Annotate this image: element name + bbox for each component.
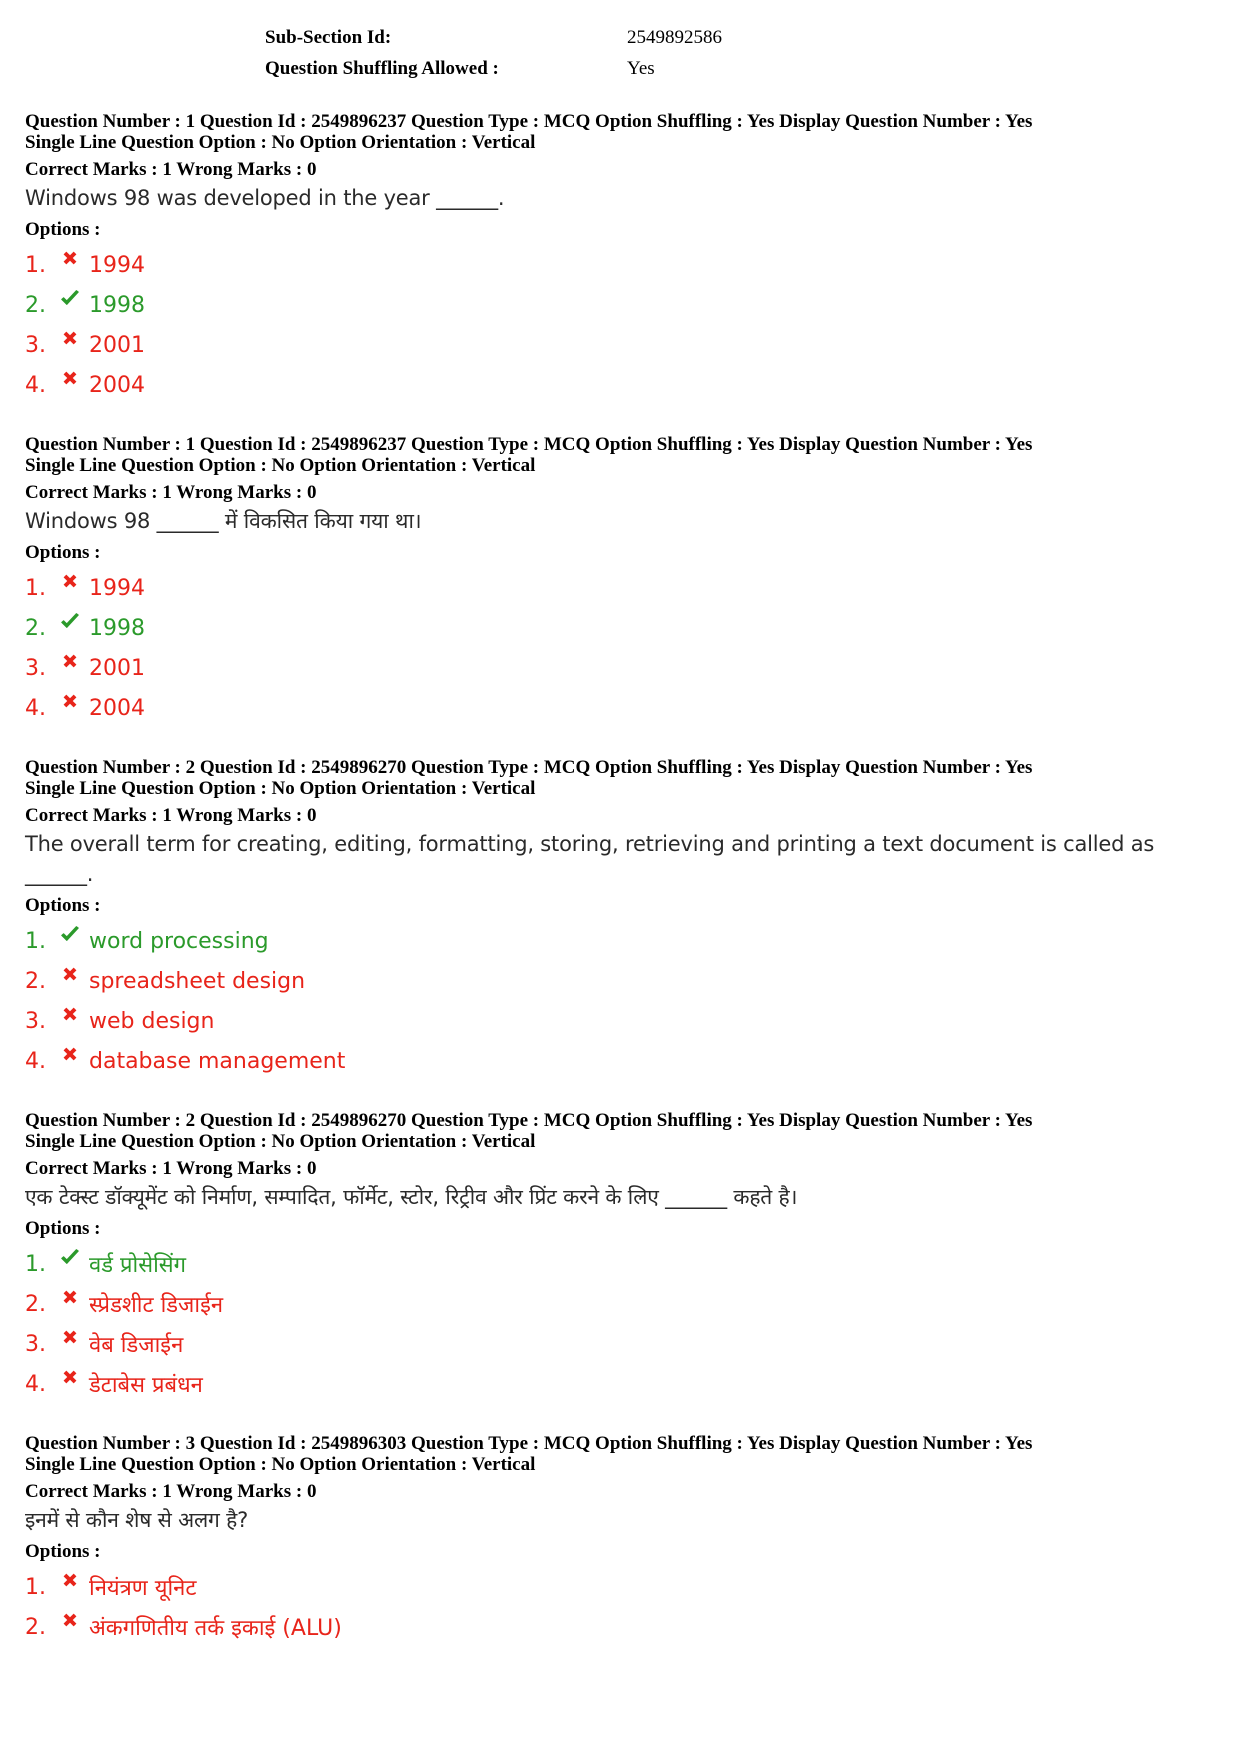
- options-label: Options :: [25, 895, 101, 916]
- option-item: [25, 1284, 1215, 1324]
- option-item: [25, 921, 1215, 961]
- check-icon: [59, 287, 83, 311]
- option-label: 2001: [89, 655, 145, 681]
- option-number: 2.: [25, 1291, 46, 1317]
- wrong-icon: [59, 327, 83, 351]
- question-marks: Correct Marks : 1 Wrong Marks : 0: [25, 1481, 317, 1502]
- wrong-icon: [59, 1003, 83, 1027]
- wrong-icon: [59, 1569, 83, 1593]
- option-number: 3.: [25, 1331, 46, 1357]
- wrong-icon: [59, 963, 83, 987]
- question-meta: [25, 111, 1215, 153]
- question-meta-line-2: Single Line Question Option : No Option Orientation : Vertical: [25, 778, 536, 799]
- option-item: [25, 1244, 1215, 1284]
- option-item: [25, 648, 1215, 688]
- question-list: [25, 111, 1215, 1647]
- option-number: 1.: [25, 252, 46, 278]
- option-label: 2004: [89, 372, 145, 398]
- wrong-icon: [59, 1366, 83, 1390]
- option-label: web design: [89, 1008, 215, 1034]
- question-meta: [25, 434, 1215, 476]
- option-item: [25, 1001, 1215, 1041]
- option-number: 2.: [25, 292, 46, 318]
- option-number: 2.: [25, 1614, 46, 1640]
- option-number: 1.: [25, 1574, 46, 1600]
- options-list: [25, 1567, 1215, 1647]
- options-label: Options :: [25, 1218, 101, 1239]
- question-meta-line-2: Single Line Question Option : No Option Orientation : Vertical: [25, 1131, 536, 1152]
- wrong-icon: [59, 690, 83, 714]
- option-item: [25, 608, 1215, 648]
- option-item: [25, 1567, 1215, 1607]
- question-meta-line-2: Single Line Question Option : No Option Orientation : Vertical: [25, 455, 536, 476]
- option-label: डेटाबेस प्रबंधन: [89, 1373, 203, 1398]
- options-list: [25, 1244, 1215, 1404]
- wrong-icon: [59, 247, 83, 271]
- question-text: एक टेक्स्ट डॉक्यूमेंट को निर्माण, सम्पादित, फॉर्मेट, स्टोर, रिट्रीव और प्रिंट करने के लिए ______ कहते है।: [25, 1185, 798, 1209]
- wrong-icon: [59, 650, 83, 674]
- option-label: 1994: [89, 575, 145, 601]
- option-label: वेब डिजाईन: [89, 1333, 184, 1358]
- question-block-2: [25, 434, 1215, 728]
- sub-section-id-label: Sub-Section Id:: [265, 27, 392, 48]
- question-meta-line-1: Question Number : 2 Question Id : 2549896270 Question Type : MCQ Option Shuffling : Yes Display Question Number : Yes: [25, 1110, 1033, 1131]
- option-number: 2.: [25, 615, 46, 641]
- option-number: 1.: [25, 575, 46, 601]
- option-item: [25, 568, 1215, 608]
- option-number: 3.: [25, 655, 46, 681]
- option-item: [25, 285, 1215, 325]
- option-label: spreadsheet design: [89, 968, 306, 994]
- question-meta: [25, 1433, 1215, 1475]
- wrong-icon: [59, 1326, 83, 1350]
- option-item: [25, 1324, 1215, 1364]
- question-meta-line-1: Question Number : 1 Question Id : 2549896237 Question Type : MCQ Option Shuffling : Yes Display Question Number : Yes: [25, 434, 1033, 455]
- option-label: 2004: [89, 695, 145, 721]
- question-meta-line-1: Question Number : 3 Question Id : 2549896303 Question Type : MCQ Option Shuffling : Yes Display Question Number : Yes: [25, 1433, 1033, 1454]
- option-item: [25, 1607, 1215, 1647]
- wrong-icon: [59, 367, 83, 391]
- option-label: 1994: [89, 252, 145, 278]
- option-item: [25, 325, 1215, 365]
- wrong-icon: [59, 1043, 83, 1067]
- option-label: अंकगणितीय तर्क इकाई (ALU): [89, 1616, 342, 1641]
- question-marks: Correct Marks : 1 Wrong Marks : 0: [25, 159, 317, 180]
- question-block-1: [25, 111, 1215, 405]
- question-meta-line-1: Question Number : 1 Question Id : 2549896237 Question Type : MCQ Option Shuffling : Yes Display Question Number : Yes: [25, 111, 1033, 132]
- question-meta-line-1: Question Number : 2 Question Id : 2549896270 Question Type : MCQ Option Shuffling : Yes Display Question Number : Yes: [25, 757, 1033, 778]
- option-item: [25, 688, 1215, 728]
- option-item: [25, 245, 1215, 285]
- option-number: 3.: [25, 1008, 46, 1034]
- question-block-4: [25, 1110, 1215, 1404]
- option-number: 3.: [25, 332, 46, 358]
- question-paper: [25, 22, 1215, 1647]
- option-number: 4.: [25, 1048, 46, 1074]
- options-list: [25, 568, 1215, 728]
- option-label: स्प्रेडशीट डिजाईन: [89, 1293, 224, 1318]
- options-list: [25, 245, 1215, 405]
- question-text: इनमें से कौन शेष से अलग है?: [25, 1508, 249, 1532]
- question-block-5: [25, 1433, 1215, 1647]
- check-icon: [59, 923, 83, 947]
- option-number: 4.: [25, 695, 46, 721]
- options-list: [25, 921, 1215, 1081]
- question-marks: Correct Marks : 1 Wrong Marks : 0: [25, 1158, 317, 1179]
- options-label: Options :: [25, 542, 101, 563]
- option-item: [25, 961, 1215, 1001]
- question-meta-line-2: Single Line Question Option : No Option Orientation : Vertical: [25, 1454, 536, 1475]
- sub-section-info: [265, 22, 1215, 84]
- option-item: [25, 1041, 1215, 1081]
- option-number: 4.: [25, 1371, 46, 1397]
- option-label: database management: [89, 1048, 346, 1074]
- option-item: [25, 365, 1215, 405]
- check-icon: [59, 610, 83, 634]
- question-shuffling-value: Yes: [627, 58, 655, 79]
- option-item: [25, 1364, 1215, 1404]
- wrong-icon: [59, 1286, 83, 1310]
- check-icon: [59, 1246, 83, 1270]
- wrong-icon: [59, 570, 83, 594]
- question-text: Windows 98 ______ में विकसित किया गया था।: [25, 509, 422, 533]
- question-block-3: [25, 757, 1215, 1081]
- question-marks: Correct Marks : 1 Wrong Marks : 0: [25, 482, 317, 503]
- option-number: 1.: [25, 1251, 46, 1277]
- question-meta: [25, 1110, 1215, 1152]
- options-label: Options :: [25, 219, 101, 240]
- question-text: Windows 98 was developed in the year ______.: [25, 186, 505, 210]
- option-label: 1998: [89, 292, 145, 318]
- options-label: Options :: [25, 1541, 101, 1562]
- question-meta: [25, 757, 1215, 799]
- question-meta-line-2: Single Line Question Option : No Option Orientation : Vertical: [25, 132, 536, 153]
- sub-section-id-value: 2549892586: [627, 27, 722, 48]
- option-label: 1998: [89, 615, 145, 641]
- option-label: वर्ड प्रोसेसिंग: [89, 1253, 187, 1278]
- option-label: word processing: [89, 928, 269, 954]
- option-label: 2001: [89, 332, 145, 358]
- option-number: 1.: [25, 928, 46, 954]
- question-marks: Correct Marks : 1 Wrong Marks : 0: [25, 805, 317, 826]
- question-shuffling-label: Question Shuffling Allowed :: [265, 58, 499, 79]
- question-text: The overall term for creating, editing, formatting, storing, retrieving and printing a text document is called as ______.: [25, 832, 1155, 886]
- option-label: नियंत्रण यूनिट: [89, 1576, 197, 1601]
- option-number: 4.: [25, 372, 46, 398]
- option-number: 2.: [25, 968, 46, 994]
- wrong-icon: [59, 1609, 83, 1633]
